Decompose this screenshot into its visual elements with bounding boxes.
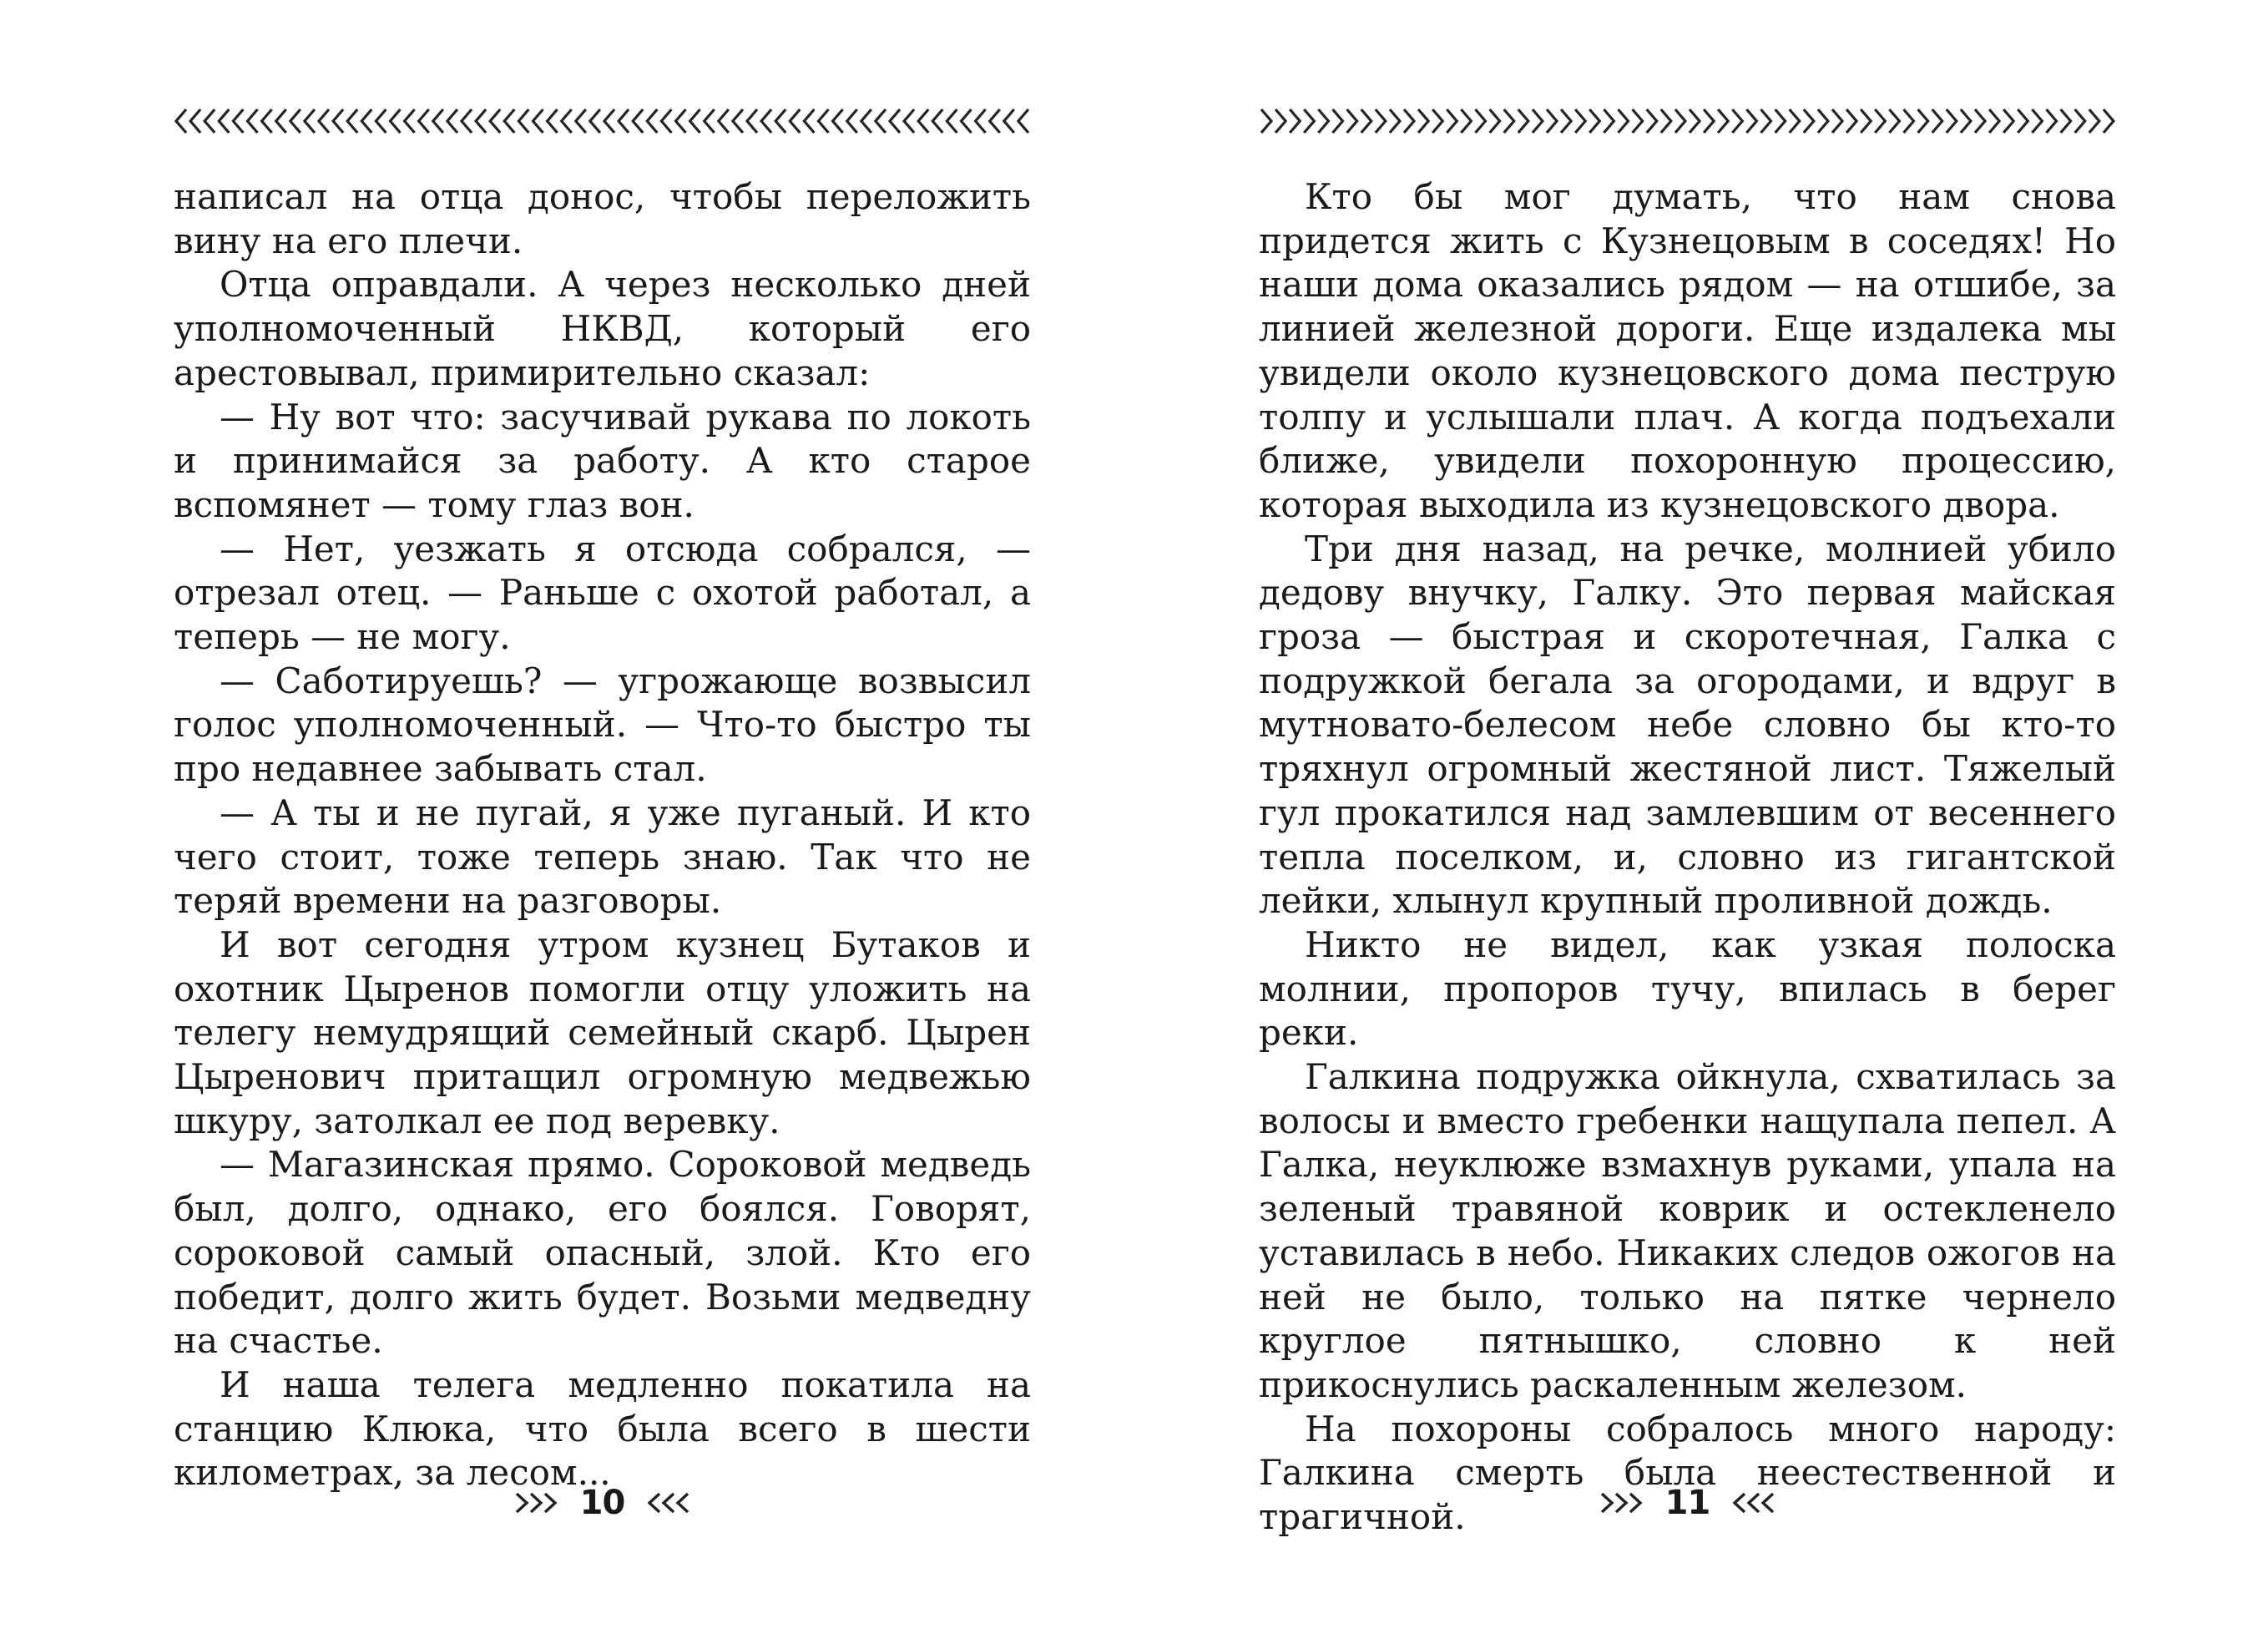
chevrons-right-icon [513, 1490, 562, 1515]
paragraph: И вот сегодня утром кузнец Бутаков и охотник Цыренов помогли отцу уложить на телегу немудрящий семейный скарб. Цырен Цыренович притащил огромную медвежью шкуру, затолкал ее под веревку. [174, 923, 1031, 1141]
page-footer [174, 1478, 1031, 1528]
page-number: 10 [579, 1484, 625, 1522]
paragraph: Кто бы мог думать, что нам снова придется жить с Кузнецовым в соседях! Но наши дома оказались рядом — на отшибе, за линией железной дороги. Еще издалека мы увидели около кузнецовского дома пеструю толпу и услышали плач. А когда подъехали ближе, увидели похоронную процессию, которая выходила из кузнецовского двора. [1259, 176, 2116, 525]
paragraph: На похороны собралось много народу: Галкина смерть была неестественной и трагичной. [1259, 1408, 2116, 1538]
paragraph: Галкина подружка ойкнула, схватилась за волосы и вместо гребенки нащупала пепел. А Галка, неуклюже взмахнув руками, упала на зеленый травяной коврик и остекленело уставилась в небо. Никаких следов ожогов на ней не было, только на пятке чернело круглое пятнышко, словно к ней прикоснулись раскаленным железом. [1259, 1056, 2116, 1405]
paragraph: Отца оправдали. А через несколько дней уполномоченный НКВД, который его арестовывал, примирительно сказал: [174, 264, 1031, 393]
chevron-border-icon [1259, 106, 2116, 136]
paragraph: Три дня назад, на речке, молнией убило дедову внучку, Галку. Это первая майская гроза — быстрая и скоротечная, Галка с подружкой бегала за огородами, и вдруг в мутновато-белесом небе словно бы кто-то тряхнул огромный жестяной лист. Тяжелый гул прокатился над замлевшим от весеннего тепла поселком, и, словно из гигантской лейки, хлынул крупный проливной дождь. [1259, 528, 2116, 922]
left-page-text [174, 175, 1031, 1495]
paragraph: — Саботируешь? — угрожающе возвысил голос уполномоченный. — Что-то быстро ты про недавнее забывать стал. [174, 660, 1031, 790]
paragraph: — А ты и не пугай, я уже пуганый. И кто чего стоит, тоже теперь знаю. Так что не теряй времени на разговоры. [174, 792, 1031, 922]
chevrons-left-icon [643, 1490, 691, 1515]
page-footer [1259, 1478, 2116, 1528]
left-page [174, 0, 1031, 1644]
right-page [1259, 0, 2116, 1644]
paragraph: — Магазинская прямо. Сороковой медведь был, долго, однако, его боялся. Говорят, сороковой самый опасный, злой. Кто его победит, долго жить будет. Возьми медведну на счастье. [174, 1144, 1031, 1362]
page-number: 11 [1664, 1484, 1710, 1522]
paragraph: — Нет, уезжать я отсюда собрался, — отрезал отец. — Раньше с охотой работал, а теперь — не могу. [174, 528, 1031, 658]
right-page-text [1259, 175, 2116, 1540]
chevron-border-icon [174, 106, 1031, 136]
paragraph: написал на отца донос, чтобы переложить вину на его плечи. [174, 176, 1031, 261]
chevrons-left-icon [1728, 1490, 1776, 1515]
paragraph: — Ну вот что: засучивай рукава по локоть и принимайся за работу. А кто старое вспомянет — тому глаз вон. [174, 396, 1031, 525]
paragraph: Никто не видел, как узкая полоска молнии, пропоров тучу, впилась в берег реки. [1259, 923, 2116, 1054]
paragraph: И наша телега медленно покатила на станцию Клюка, что была всего в шести километрах, за лесом... [174, 1363, 1031, 1494]
chevrons-right-icon [1599, 1490, 1647, 1515]
